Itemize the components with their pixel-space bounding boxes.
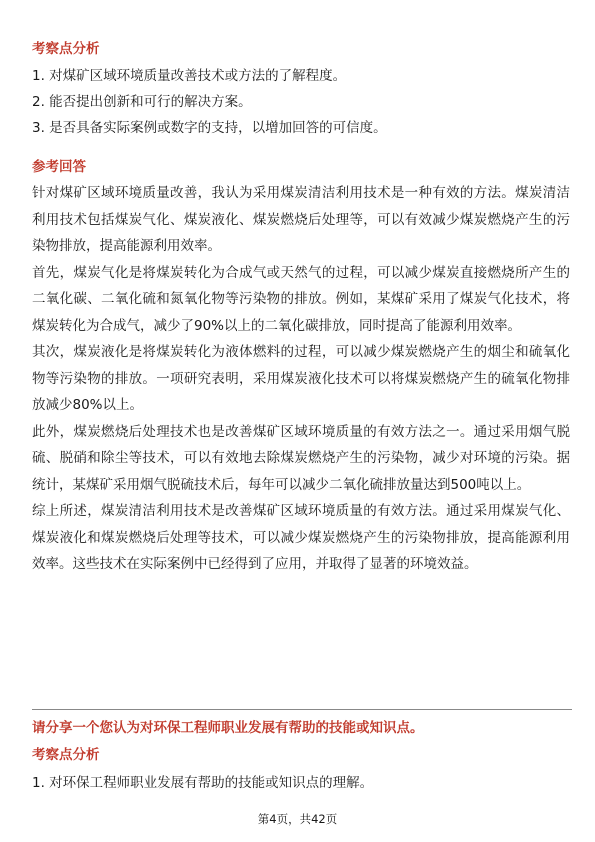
page-number: 第4页，共42页 xyxy=(257,812,338,826)
section-heading: 考察点分析 xyxy=(32,747,100,763)
analysis-section xyxy=(32,40,570,58)
section-heading: 考察点分析 xyxy=(32,41,100,57)
analysis-list xyxy=(32,770,570,796)
section-heading: 参考回答 xyxy=(32,159,86,175)
answer-paragraph: 此外，煤炭燃烧后处理技术也是改善煤矿区域环境质量的有效方法之一。通过采用烟气脱硫、脱硝和除尘等技术，可以有效地去除煤炭燃烧产生的污染物，减少对环境的污染。据统计，某煤矿采用烟气脱硫技术后，每年可以减少二氧化硫排放量达到500吨以上。 xyxy=(32,423,570,493)
question-block xyxy=(32,719,570,737)
list-item: 1. 对煤矿区域环境质量改善技术或方法的了解程度。 xyxy=(32,68,347,84)
analysis-list xyxy=(32,63,570,141)
reference-answer-section xyxy=(32,158,570,176)
reference-answer-body xyxy=(32,180,570,578)
analysis-section xyxy=(32,746,570,764)
answer-paragraph: 其次，煤炭液化是将煤炭转化为液体燃料的过程，可以减少煤炭燃烧产生的烟尘和硫氧化物等污染物的排放。一项研究表明，采用煤炭液化技术可以将煤炭燃烧产生的硫氧化物排放减少80%以上。 xyxy=(32,344,570,413)
list-item: 2. 能否提出创新和可行的解决方案。 xyxy=(32,94,252,110)
section-divider xyxy=(32,709,572,710)
answer-paragraph: 首先，煤炭气化是将煤炭转化为合成气或天然气的过程，可以减少煤炭直接燃烧所产生的二氧化碳、二氧化硫和氮氧化物等污染物的排放。例如，某煤矿采用了煤炭气化技术，将煤炭转化为合成气，减少了90%以上的二氧化碳排放，同时提高了能源利用效率。 xyxy=(32,264,570,334)
question-title: 请分享一个您认为对环保工程师职业发展有帮助的技能或知识点。 xyxy=(32,720,424,736)
answer-paragraph: 综上所述，煤炭清洁利用技术是改善煤矿区域环境质量的有效方法。通过采用煤炭气化、煤炭液化和煤炭燃烧后处理等技术，可以减少煤炭燃烧产生的污染物排放，提高能源利用效率。这些技术在实际案例中已经得到了应用，并取得了显著的环境效益。 xyxy=(32,503,570,572)
list-item: 1. 对环保工程师职业发展有帮助的技能或知识点的理解。 xyxy=(32,775,374,791)
list-item: 3. 是否具备实际案例或数字的支持，以增加回答的可信度。 xyxy=(32,120,387,136)
answer-paragraph: 针对煤矿区域环境质量改善，我认为采用煤炭清洁利用技术是一种有效的方法。煤炭清洁利用技术包括煤炭气化、煤炭液化、煤炭燃烧后处理等，可以有效减少煤炭燃烧产生的污染物排放，提高能源利用效率。 xyxy=(32,185,570,254)
